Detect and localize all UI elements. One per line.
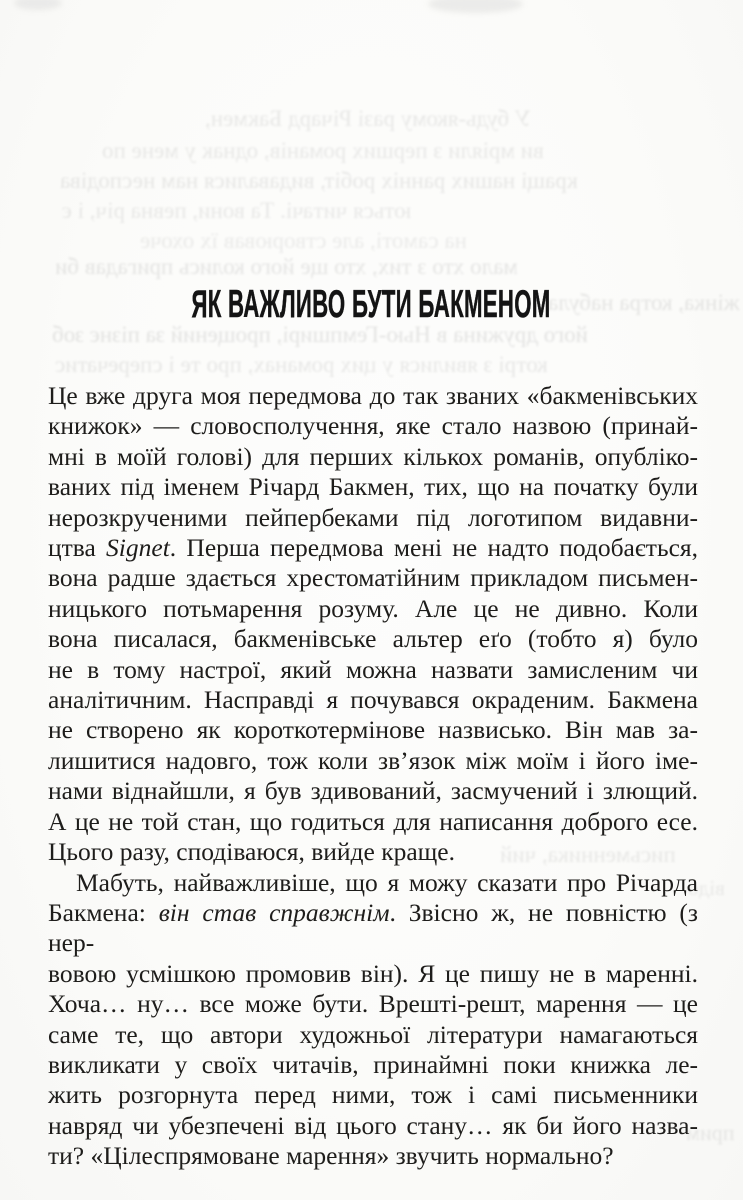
body-segment: . Перша передмова мені не надто подобається, [169,533,699,563]
scan-smudge [14,0,62,10]
body-line [48,959,698,989]
bleedthrough-line: письменника, чий [500,842,676,867]
body-line [48,594,698,624]
body-segment: жить розгорнута перед ними, тож і самі письменники [48,1080,698,1110]
body-segment: мні в моїй голові) для перших кількох романів, опубліко- [48,441,698,471]
body-segment: навряд чи убезпечені від цього стану… як би його назва- [48,1110,698,1140]
body-segment: ницького потьмарення розуму. Але це не дивно. Коли [48,593,698,623]
bleedthrough-line: на самоті, але створював їх охоче [140,228,467,253]
body-segment: аналітичним. Насправді я почувався окраденим. Бакмена [48,685,698,715]
body-line [48,655,698,685]
bleedthrough-line: його дружина в Нью-Гемпширі, прощений за пізнє зоб [52,322,588,347]
body-line [48,989,698,1019]
body-line [48,837,698,867]
body-segment: не створено як короткотермінове назвисько. Він мав за- [48,715,698,745]
body-italic-segment: він став справжнім [158,897,390,927]
body-line [48,715,698,745]
body-italic-segment: Signet [106,533,170,563]
bleedthrough-line: мало хто з тих, хто ще його колись пригадав би [55,254,518,279]
body-line [48,807,698,837]
body-segment: Хоча… ну… все може бути. Врешті-решт, марення — це [48,989,698,1019]
body-text [48,381,698,1172]
body-segment: саме те, що автори художньої літератури намагаються [48,1019,698,1049]
body-segment: ти? «Цілеспрямоване марення» звучить нормально? [48,1141,614,1171]
body-segment: цтва [48,533,107,563]
scan-smudge [428,0,523,13]
bleedthrough-line: ються читачі. Та вони, певна річ, і є [62,198,412,223]
body-segment: книжок» — словосполучення, яке стало назвою (принай- [48,411,698,441]
bleedthrough-line: ви мріяли з перших романів, однак у мене по [102,138,544,163]
body-segment: Це вже друга моя передмова до так званих «бакменівських [48,381,698,410]
chapter-title-text: ЯК ВАЖЛИВО БУТИ БАКМЕНОМ [191,283,552,326]
body-segment: А це не той стан, що годиться для написання доброго есе. [48,806,698,836]
body-segment: вона радше здається хрестоматійним прикладом письмен- [48,563,698,593]
body-line [48,868,698,898]
body-segment: нами віднайшли, я був здивований, засмучений і злющий. [48,776,698,806]
body-line [48,533,698,563]
body-line [48,776,698,806]
bleedthrough-line: кращі наших ранніх робіт, видавалися нам несподіва [60,168,578,193]
body-segment: Бакмена: [48,897,159,927]
body-line [48,411,698,441]
body-line [48,1111,698,1141]
body-segment: викликати у своїх читачів, принаймні поки книжка ле- [48,1049,698,1079]
body-line [48,1141,698,1171]
body-segment: Мабуть, найважливіше, що я можу сказати про Річарда [76,867,698,897]
body-segment: вона писалася, бакменівське альтер еґо (тобто я) було [48,624,698,654]
body-segment: ваних під іменем Річард Бакмен, тих, що на початку були [48,472,698,502]
body-segment: вовою усмішкою промовив він). Я це пишу не в маренні. [48,958,698,988]
bleedthrough-line: відо [688,876,725,900]
body-segment: Цього разу, сподіваюся, вийде краще. [48,837,455,867]
body-segment: лишитися надовго, тож коли зв’язок між моїм і його іме- [48,745,698,775]
body-segment: не в тому настрої, який можна назвати замисленим чи [48,654,698,684]
bleedthrough-line: прим [686,1120,735,1145]
body-line [48,503,698,533]
body-line [48,1020,698,1050]
bleedthrough-line: У будь-якому разі Річард Бакмен, [205,106,532,131]
body-line [48,1080,698,1110]
body-segment: . Звісно ж, не повністю (з нер- [48,897,698,958]
bleedthrough-line: котрі з явилися у цих романах, про те і сперечатис [55,352,548,377]
body-line [48,685,698,715]
body-line [48,563,698,593]
body-line [48,472,698,502]
body-line [48,1050,698,1080]
body-line [48,442,698,472]
chapter-title [0,285,743,324]
body-segment: нерозкрученими пейпербеками під логотипом видавни- [48,502,698,532]
body-line [48,898,698,959]
body-line [48,624,698,654]
bleedthrough-line: жінка, котра набула [548,290,740,315]
body-line [48,381,698,411]
body-line [48,746,698,776]
